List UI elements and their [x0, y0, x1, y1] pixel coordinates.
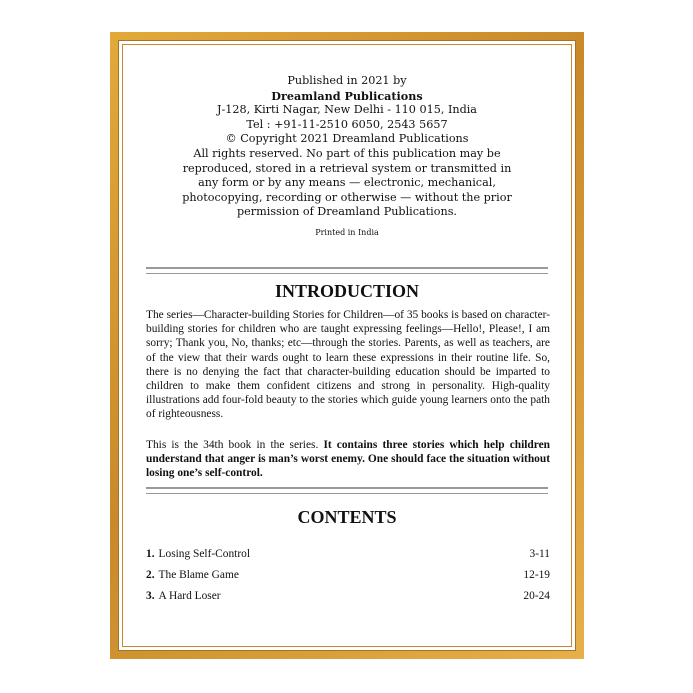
- contents-item-title-wrap: [146, 590, 221, 602]
- contents-item-title: The Blame Game: [158, 568, 239, 581]
- page-frame: [110, 32, 584, 659]
- rights-line: All rights reserved. No part of this publication may be: [193, 146, 501, 160]
- divider: [146, 267, 548, 274]
- contents-item-pages: 3-11: [529, 547, 550, 560]
- contents-item-title: Losing Self-Control: [158, 547, 250, 560]
- contents-item[interactable]: [146, 585, 550, 606]
- paragraph-bold-text: It contains three stories which help children understand that anger is man’s worst enemy. One should face the situation without losing one’s self-control.: [146, 439, 550, 480]
- contents-heading: CONTENTS: [297, 507, 397, 527]
- contents-item-title: A Hard Loser: [158, 589, 221, 602]
- introduction-paragraph-2: [146, 438, 550, 481]
- rights-line: reproduced, stored in a retrieval system or transmitted in: [182, 161, 512, 175]
- contents-item-number: 1.: [146, 547, 155, 560]
- contents-item-pages: 12-19: [523, 568, 550, 581]
- copyright-line: © Copyright 2021 Dreamland Publications: [225, 132, 469, 146]
- published-line: Published in 2021 by: [287, 74, 407, 87]
- introduction-paragraph: The series—Character-building Stories for Children—of 35 books is based on character-building stories for children who are taught expressing feelings—Hello!, Please!, I am sorry; Thank you, No, thanks; etc—through the stories. Parents, as well as teachers, are of the view that their wards ought to learn these expressions in their routine life. So, there is no denying the fact that character-building education should be imparted to children to make them confident citizens and strong in personality. High-quality illustrations add four-fold beauty to the stories which guide young learners onto the path of righteousness.: [146, 309, 550, 421]
- paragraph-plain-text: This is the 34th book in the series.: [146, 439, 324, 451]
- printed-in: Printed in India: [315, 228, 379, 237]
- page-content: [118, 40, 576, 651]
- introduction-heading: INTRODUCTION: [274, 281, 420, 301]
- rights-line: photocopying, recording or otherwise — without the prior: [182, 190, 512, 204]
- contents-item-title-wrap: [146, 548, 250, 560]
- contents-list: [146, 543, 550, 606]
- rights-line: permission of Dreamland Publications.: [237, 205, 457, 219]
- publisher-block: [118, 74, 576, 220]
- contents-item[interactable]: [146, 564, 550, 585]
- publisher-address: J-128, Kirti Nagar, New Delhi - 110 015, India: [217, 103, 477, 117]
- contents-item-title-wrap: [146, 569, 239, 581]
- contents-item-number: 3.: [146, 589, 155, 602]
- contents-item[interactable]: [146, 543, 550, 564]
- contents-item-pages: 20-24: [523, 589, 550, 602]
- contents-item-number: 2.: [146, 568, 155, 581]
- divider: [146, 487, 548, 494]
- rights-line: any form or by any means — electronic, mechanical,: [198, 176, 496, 190]
- publisher-name: Dreamland Publications: [271, 88, 423, 103]
- publisher-tel: Tel : +91-11-2510 6050, 2543 5657: [246, 117, 448, 131]
